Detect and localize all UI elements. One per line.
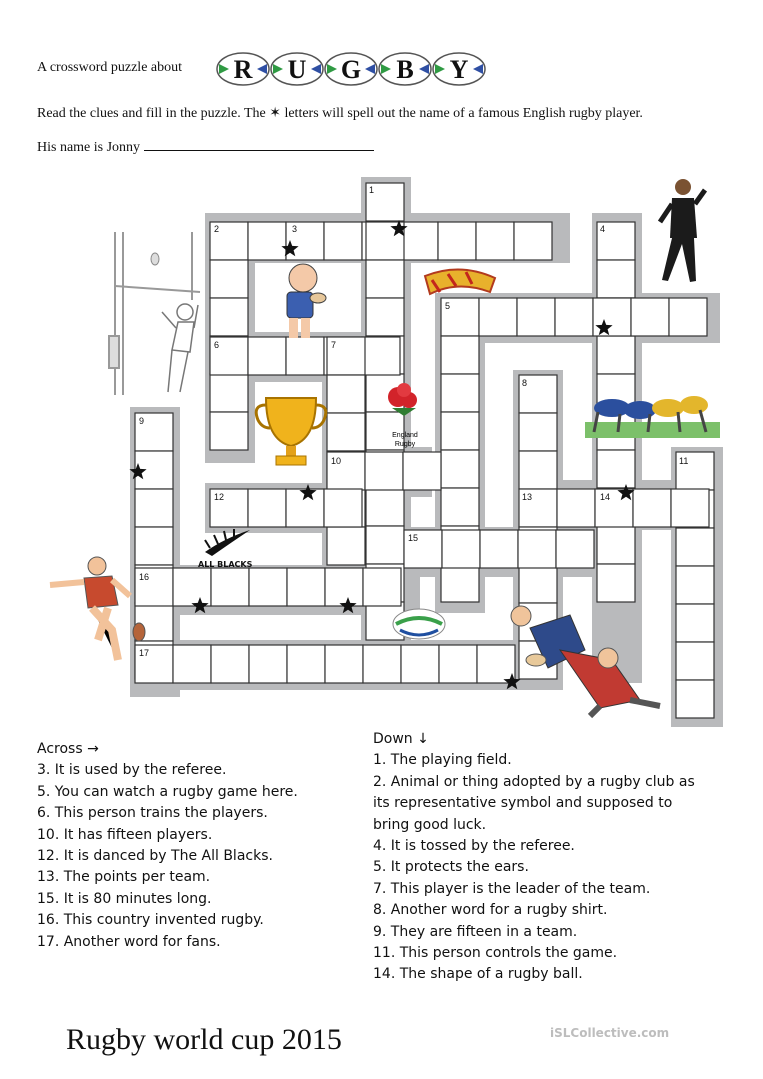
intro-text: A crossword puzzle about xyxy=(37,60,183,75)
rugby-ball-icon xyxy=(393,609,445,639)
crossword-cell[interactable] xyxy=(249,568,287,606)
crossword-cell[interactable] xyxy=(517,298,555,336)
crossword-cell[interactable] xyxy=(210,260,248,298)
crossword-cell[interactable] xyxy=(476,222,514,260)
watermark: iSLCollective.com xyxy=(550,1026,670,1040)
crossword-cell[interactable] xyxy=(327,375,365,413)
crossword-cell[interactable] xyxy=(597,526,635,564)
down-title: Down ↓ xyxy=(373,731,429,747)
clue-number: 15 xyxy=(408,533,419,543)
clue-number: 2 xyxy=(214,224,220,234)
crossword-cell[interactable] xyxy=(441,374,479,412)
crossword-cell[interactable] xyxy=(676,528,714,566)
across-clue: 17. Another word for fans. xyxy=(37,933,221,950)
crossword-cell[interactable] xyxy=(324,222,362,260)
crossword-cell[interactable] xyxy=(401,645,439,683)
crossword-cell[interactable] xyxy=(366,488,404,526)
across-clue: 16. This country invented rugby. xyxy=(37,912,264,929)
crossword-cell[interactable] xyxy=(173,568,211,606)
all-blacks-label: ALL BLACKS xyxy=(198,560,253,569)
logo-letter: B xyxy=(396,55,414,84)
crossword-cell[interactable] xyxy=(555,298,593,336)
crossword-cell[interactable] xyxy=(248,337,286,375)
across-clues xyxy=(37,739,357,953)
crossword-cell[interactable] xyxy=(211,645,249,683)
crossword-cell[interactable] xyxy=(442,530,480,568)
clue-number: 1 xyxy=(369,185,375,195)
down-clue: 4. It is tossed by the referee. xyxy=(373,838,575,855)
all-black-player-illustration xyxy=(660,179,705,282)
clue-number: 6 xyxy=(214,340,220,350)
crossword-cell[interactable] xyxy=(327,413,365,451)
crossword-cell[interactable] xyxy=(287,568,325,606)
crossword-cell[interactable] xyxy=(210,412,248,450)
clue-number: 16 xyxy=(139,572,150,582)
crossword-cell[interactable] xyxy=(403,452,441,490)
clue-number: 14 xyxy=(600,492,611,502)
crossword-cell[interactable] xyxy=(671,489,709,527)
down-clue: 7. This player is the leader of the team. xyxy=(373,880,651,897)
across-title: Across → xyxy=(37,741,99,757)
down-clue: 2. Animal or thing adopted by a rugby club as its representative symbol and supposed to bring good luck. xyxy=(373,773,695,833)
crossword-cell[interactable] xyxy=(327,527,365,565)
down-clue: 9. They are fifteen in a team. xyxy=(373,923,578,940)
crossword-cell[interactable] xyxy=(135,527,173,565)
down-clue: 11. This person controls the game. xyxy=(373,945,618,962)
crossword-cell[interactable] xyxy=(211,568,249,606)
crossword-cell[interactable] xyxy=(676,566,714,604)
crossword-cell[interactable] xyxy=(210,298,248,336)
crossword-cell[interactable] xyxy=(519,565,557,603)
boy-cartoon-illustration xyxy=(287,264,326,338)
clue-number: 17 xyxy=(139,648,150,658)
crossword-cell[interactable] xyxy=(633,489,671,527)
scarf-illustration xyxy=(425,269,495,294)
crossword-cell[interactable] xyxy=(441,336,479,374)
crossword-cell[interactable] xyxy=(441,412,479,450)
crossword-cell[interactable] xyxy=(363,645,401,683)
crossword-cell[interactable] xyxy=(210,374,248,412)
crossword-cell[interactable] xyxy=(669,298,707,336)
crossword-cell[interactable] xyxy=(286,337,324,375)
crossword-cell[interactable] xyxy=(441,450,479,488)
clue-number: 5 xyxy=(445,301,451,311)
kicker-illustration xyxy=(162,304,198,392)
name-prompt-label: His name is Jonny xyxy=(37,140,141,155)
crossword-cell[interactable] xyxy=(597,260,635,298)
crossword-cell[interactable] xyxy=(173,645,211,683)
clue-number: 10 xyxy=(331,456,342,466)
crossword-cell[interactable] xyxy=(479,298,517,336)
crossword-cell[interactable] xyxy=(439,645,477,683)
all-blacks-logo xyxy=(198,529,253,569)
crossword-cell[interactable] xyxy=(676,680,714,718)
crossword-cell[interactable] xyxy=(438,222,476,260)
clue-number: 4 xyxy=(600,224,606,234)
crossword-cell[interactable] xyxy=(597,450,635,488)
crossword-cell[interactable] xyxy=(597,564,635,602)
crossword-cell[interactable] xyxy=(363,568,401,606)
crossword-cell[interactable] xyxy=(519,413,557,451)
crossword-cell[interactable] xyxy=(135,489,173,527)
across-clue: 12. It is danced by The All Blacks. xyxy=(37,848,273,865)
crossword-cell[interactable] xyxy=(249,645,287,683)
crossword-cell[interactable] xyxy=(365,452,403,490)
crossword-cell[interactable] xyxy=(676,642,714,680)
down-clue: 8. Another word for a rugby shirt. xyxy=(373,902,608,919)
crossword-cell[interactable] xyxy=(366,526,404,564)
clue-number: 13 xyxy=(522,492,533,502)
crossword-cell[interactable] xyxy=(248,222,286,260)
england-label: England xyxy=(392,432,418,439)
across-clue: 3. It is used by the referee. xyxy=(37,762,227,779)
down-clue: 1. The playing field. xyxy=(373,752,512,769)
crossword-cell[interactable] xyxy=(557,489,595,527)
crossword-cell[interactable] xyxy=(366,260,404,298)
instructions: Read the clues and fill in the puzzle. The ✶ letters will spell out the name of a famous English rugby player. xyxy=(37,106,643,121)
crossword-cell[interactable] xyxy=(248,489,286,527)
clue-number: 11 xyxy=(679,456,689,466)
logo-letter: Y xyxy=(449,55,469,84)
trophy-illustration xyxy=(256,398,326,465)
clue-number: 7 xyxy=(331,340,337,350)
clue-number: 12 xyxy=(214,492,225,502)
crossword-cell[interactable] xyxy=(631,298,669,336)
across-clue: 10. It has fifteen players. xyxy=(37,826,213,843)
crossword-cell[interactable] xyxy=(441,488,479,526)
crossword-cell[interactable] xyxy=(324,489,362,527)
crossword-cell[interactable] xyxy=(441,564,479,602)
crossword-cell[interactable] xyxy=(518,530,556,568)
down-clue: 14. The shape of a rugby ball. xyxy=(373,966,583,983)
crossword-cell[interactable] xyxy=(477,645,515,683)
crossword-cell[interactable] xyxy=(514,222,552,260)
crossword-cell[interactable] xyxy=(325,568,363,606)
logo-letter: R xyxy=(233,55,253,84)
clue-number: 8 xyxy=(522,378,528,388)
crossword-cell[interactable] xyxy=(519,451,557,489)
across-clue: 15. It is 80 minutes long. xyxy=(37,890,212,907)
ball-in-air-icon xyxy=(151,253,159,265)
down-clues xyxy=(373,729,713,986)
crossword-cell[interactable] xyxy=(597,336,635,374)
crossword-cell[interactable] xyxy=(325,645,363,683)
crossword-cell[interactable] xyxy=(366,298,404,336)
footer-title: Rugby world cup 2015 xyxy=(66,1023,342,1056)
crossword-cell[interactable] xyxy=(556,530,594,568)
across-clue: 6. This person trains the players. xyxy=(37,805,268,822)
across-clue: 5. You can watch a rugby game here. xyxy=(37,783,298,800)
down-clue: 5. It protects the ears. xyxy=(373,859,529,876)
clue-number: 3 xyxy=(292,224,298,234)
crossword-cell[interactable] xyxy=(362,337,400,375)
crossword-cell[interactable] xyxy=(480,530,518,568)
crossword-cell[interactable] xyxy=(676,604,714,642)
crossword-cell[interactable] xyxy=(593,298,631,336)
crossword-cell[interactable] xyxy=(287,645,325,683)
logo-letter: U xyxy=(287,55,307,84)
rugby-label: Rugby xyxy=(394,441,416,448)
logo-letter: G xyxy=(340,55,362,84)
across-clue: 13. The points per team. xyxy=(37,869,211,886)
clue-number: 9 xyxy=(139,416,145,426)
